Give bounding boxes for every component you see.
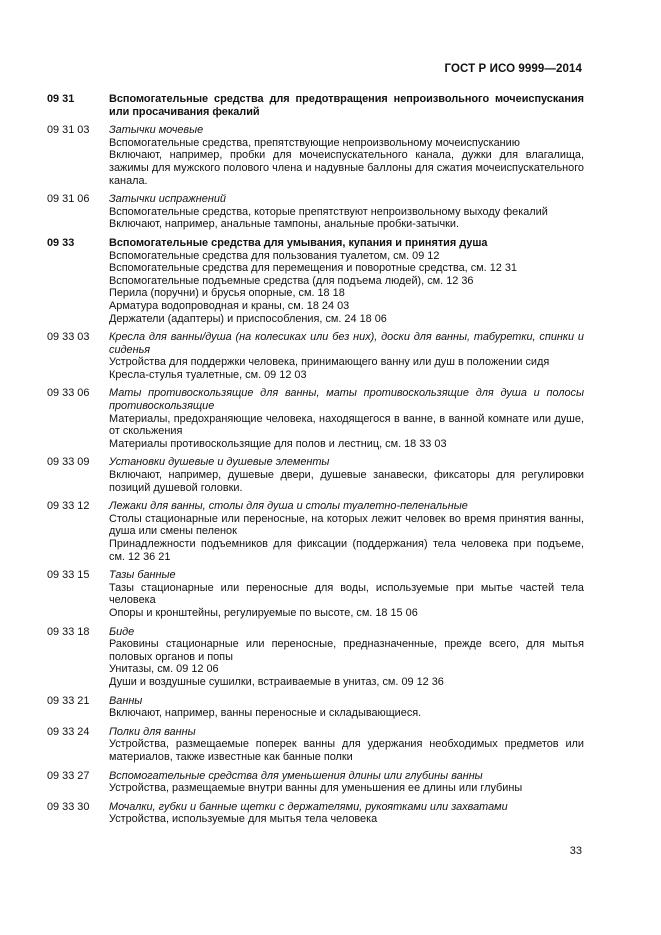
entry-code: 09 33 24	[47, 725, 90, 738]
entry-text: Тазы стационарные или переносные для воды, используемые при мытье частей тела человека	[109, 581, 584, 607]
entry-text: Перила (поручни) и брусья опорные, см. 18 18	[109, 287, 345, 300]
entry-text: Вспомогательные подъемные средства (для подъема людей), см. 12 36	[109, 274, 474, 287]
entry-09-33-21	[47, 695, 584, 720]
entry-text: Унитазы, см. 09 12 06	[109, 663, 219, 676]
entry-09-33	[47, 237, 584, 325]
entry-title: Вспомогательные средства для предотвращения непроизвольного мочеиспускания или просачивания фекалий	[109, 93, 584, 118]
entry-09-33-09	[47, 456, 584, 494]
entry-body	[109, 456, 584, 494]
entry-code: 09 33 09	[47, 456, 90, 469]
entry-text: Столы стационарные или переносные, на которых лежит человек во время принятия ванны, душа или смены пеленок	[109, 512, 584, 538]
entry-09-33-30	[47, 801, 584, 826]
entry-text: Устройства, размещаемые поперек ванны для удержания необходимых предметов или материалов, также известные как банные полки	[109, 738, 584, 763]
entry-body	[109, 626, 584, 689]
entry-title: Маты противоскользящие для ванны, маты противоскользящие для душа и полосы противоскользящие	[109, 387, 584, 413]
entry-title: Затычки мочевые	[109, 124, 204, 137]
entry-code: 09 33 18	[47, 625, 90, 638]
entry-text: Души и воздушные сушилки, встраиваемые в унитаз, см. 09 12 36	[109, 675, 444, 688]
entry-text: Кресла-стулья туалетные, см. 09 12 03	[109, 368, 307, 381]
entry-text: Материалы, предохраняющие человека, находящегося в ванне, в ванной комнате или душе, от скольжения	[109, 412, 584, 438]
entry-code: 09 33 30	[47, 800, 90, 813]
entry-title: Ванны	[109, 694, 143, 707]
entry-title: Кресла для ванны/душа (на колесиках или без них), доски для ванны, табуретки, спинки и сиденья	[109, 331, 584, 356]
entry-09-33-12	[47, 500, 584, 563]
entry-09-33-06	[47, 387, 584, 450]
entry-title: Биде	[109, 625, 135, 638]
entry-title: Затычки испражнений	[109, 193, 226, 206]
entry-text: Устройства, используемые для мытья тела человека	[109, 813, 378, 826]
entry-code: 09 31	[47, 93, 75, 105]
entry-text: Арматура водопроводная и краны, см. 18 24 03	[109, 299, 350, 312]
entry-title: Лежаки для ванны, столы для душа и столы туалетно-пеленальные	[109, 500, 468, 513]
entry-body	[109, 500, 584, 563]
entry-body	[109, 193, 584, 231]
entry-text: Вспомогательные средства, препятствующие непроизвольному мочеиспусканию	[109, 136, 520, 149]
entry-text: Принадлежности подъемников для фиксации (поддержания) тела человека при подъеме, см. 12 36 21	[109, 538, 584, 563]
entry-09-31	[47, 93, 584, 118]
entry-text: Устройства для поддержки человека, принимающего ванну или душ в положении сидя	[109, 356, 550, 369]
entry-code: 09 31 03	[47, 124, 90, 137]
entry-code: 09 31 06	[47, 193, 90, 206]
entry-09-33-03	[47, 331, 584, 381]
entry-title: Установки душевые и душевые элементы	[109, 456, 330, 469]
entry-title: Тазы банные	[109, 569, 176, 582]
entry-text: Материалы противоскользящие для полов и лестниц, см. 18 33 03	[109, 437, 447, 450]
entry-body	[109, 770, 584, 795]
entry-text: Вспомогательные средства, которые препятствуют непроизвольному выходу фекалий	[109, 205, 548, 218]
document-id-header: ГОСТ Р ИСО 9999—2014	[444, 63, 582, 75]
entry-text: Вспомогательные средства для перемещения и поворотные средства, см. 12 31	[109, 262, 517, 275]
entry-body	[109, 124, 584, 187]
entry-body	[109, 237, 584, 325]
entry-text: Раковины стационарные или переносные, предназначенные, прежде всего, для мытья половых органов и попы	[109, 638, 584, 663]
entry-body	[109, 331, 584, 381]
entry-body	[109, 93, 584, 118]
entry-text: Включают, например, пробки для мочеиспускательного канала, дужки для влагалища, зажимы для мужского полового члена и надувные баллоны для сжатия мочеиспускательного канала.	[109, 149, 584, 187]
entry-title: Полки для ванны	[109, 725, 196, 738]
entry-09-33-15	[47, 569, 584, 619]
entry-code: 09 33 03	[47, 331, 90, 344]
entry-title: Вспомогательные средства для умывания, купания и принятия душа	[109, 236, 488, 249]
entry-title: Мочалки, губки и банные щетки с держателями, рукоятками или захватами	[109, 800, 508, 813]
page-number: 33	[569, 845, 582, 857]
entry-09-33-18	[47, 626, 584, 689]
entry-body	[109, 726, 584, 764]
entry-title: Вспомогательные средства для уменьшения длины или глубины ванны	[109, 769, 483, 782]
entry-09-33-27	[47, 770, 584, 795]
entry-09-31-06	[47, 193, 584, 231]
entry-09-33-24	[47, 726, 584, 764]
entry-body	[109, 695, 584, 720]
entry-code: 09 33 21	[47, 694, 90, 707]
classification-list	[47, 93, 584, 832]
entry-09-31-03	[47, 124, 584, 187]
entry-code: 09 33 15	[47, 569, 90, 582]
entry-code: 09 33	[47, 236, 75, 249]
entry-body	[109, 387, 584, 450]
entry-text: Вспомогательные средства для пользования туалетом, см. 09 12	[109, 249, 440, 262]
entry-code: 09 33 06	[47, 387, 90, 400]
entry-text: Включают, например, ванны переносные и складывающиеся.	[109, 707, 422, 720]
entry-text: Держатели (адаптеры) и приспособления, см. 24 18 06	[109, 312, 387, 325]
entry-text: Включают, например, душевые двери, душевые занавески, фиксаторы для регулировки позиций душевой головки.	[109, 469, 584, 494]
entry-body	[109, 569, 584, 619]
entry-body	[109, 801, 584, 826]
entry-code: 09 33 27	[47, 769, 90, 782]
entry-text: Включают, например, анальные тампоны, анальные пробки-затычки.	[109, 218, 460, 231]
entry-text: Устройства, размещаемые внутри ванны для уменьшения ее длины или глубины	[109, 782, 523, 795]
entry-text: Опоры и кронштейны, регулируемые по высоте, см. 18 15 06	[109, 606, 418, 619]
entry-code: 09 33 12	[47, 500, 90, 513]
